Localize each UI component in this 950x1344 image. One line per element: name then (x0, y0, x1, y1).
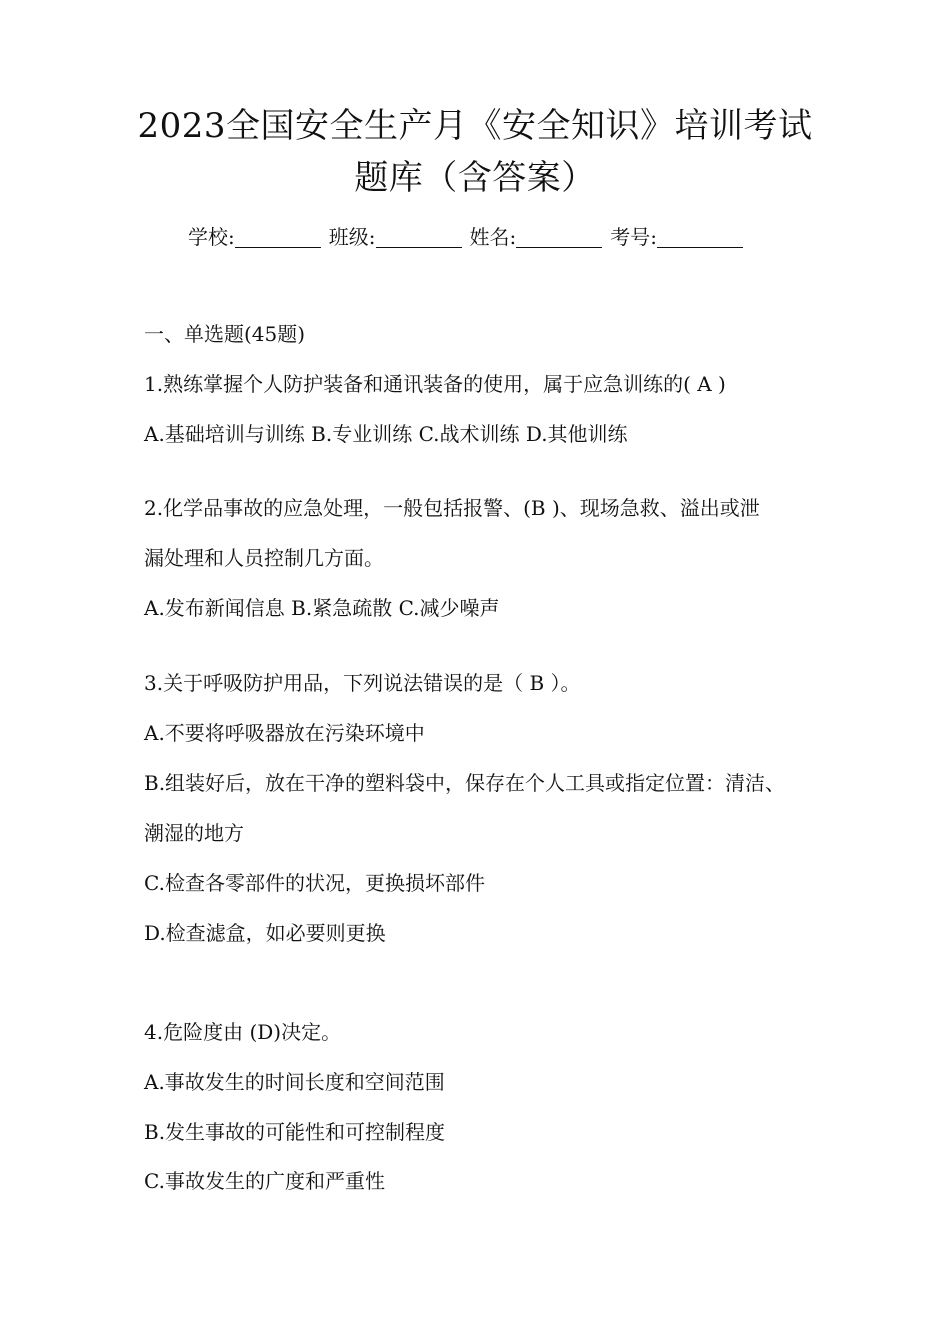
school-blank (235, 227, 321, 248)
question-1-options: A.基础培训与训练 B.专业训练 C.战术训练 D.其他训练 (144, 422, 628, 446)
section-heading: 一、单选题(45题) (144, 322, 306, 346)
question-4-stem: 4.危险度由 (D)决定。 (144, 1020, 342, 1044)
question-4-option-b: B.发生事故的可能性和可控制程度 (144, 1120, 446, 1144)
document-title-line1: 2023全国安全生产月《安全知识》培训考试 (137, 106, 813, 146)
question-2-options: A.发布新闻信息 B.紧急疏散 C.减少噪声 (144, 596, 500, 620)
class-label: 班级: (328, 225, 376, 249)
class-blank (376, 227, 462, 248)
name-blank (516, 227, 602, 248)
question-1-stem: 1.熟练掌握个人防护装备和通讯装备的使用，属于应急训练的( A ) (144, 372, 726, 396)
exam-number-label: 考号: (610, 225, 657, 249)
question-3-option-c: C.检查各零部件的状况，更换损坏部件 (144, 871, 485, 895)
question-2-stem-line2: 漏处理和人员控制几方面。 (144, 546, 384, 570)
question-3-option-b-line1: B.组装好后，放在干净的塑料袋中，保存在个人工具或指定位置：清洁、 (144, 771, 786, 795)
question-3-option-d: D.检查滤盒，如必要则更换 (144, 921, 386, 945)
question-3-option-b-line2: 潮湿的地方 (144, 821, 244, 845)
document-title-line2: 题库（含答案） (354, 158, 596, 198)
question-4-option-c: C.事故发生的广度和严重性 (144, 1169, 385, 1193)
school-label: 学校: (188, 225, 235, 249)
question-4-option-a: A.事故发生的时间长度和空间范围 (144, 1070, 445, 1094)
question-3-stem: 3.关于呼吸防护用品，下列说法错误的是（ B ）。 (144, 671, 581, 695)
name-label: 姓名: (469, 225, 517, 249)
question-2-stem-line1: 2.化学品事故的应急处理，一般包括报警、(B )、现场急救、溢出或泄 (144, 496, 760, 520)
student-info-row (188, 222, 751, 252)
question-3-option-a: A.不要将呼吸器放在污染环境中 (144, 721, 425, 745)
exam-number-blank (657, 227, 743, 248)
